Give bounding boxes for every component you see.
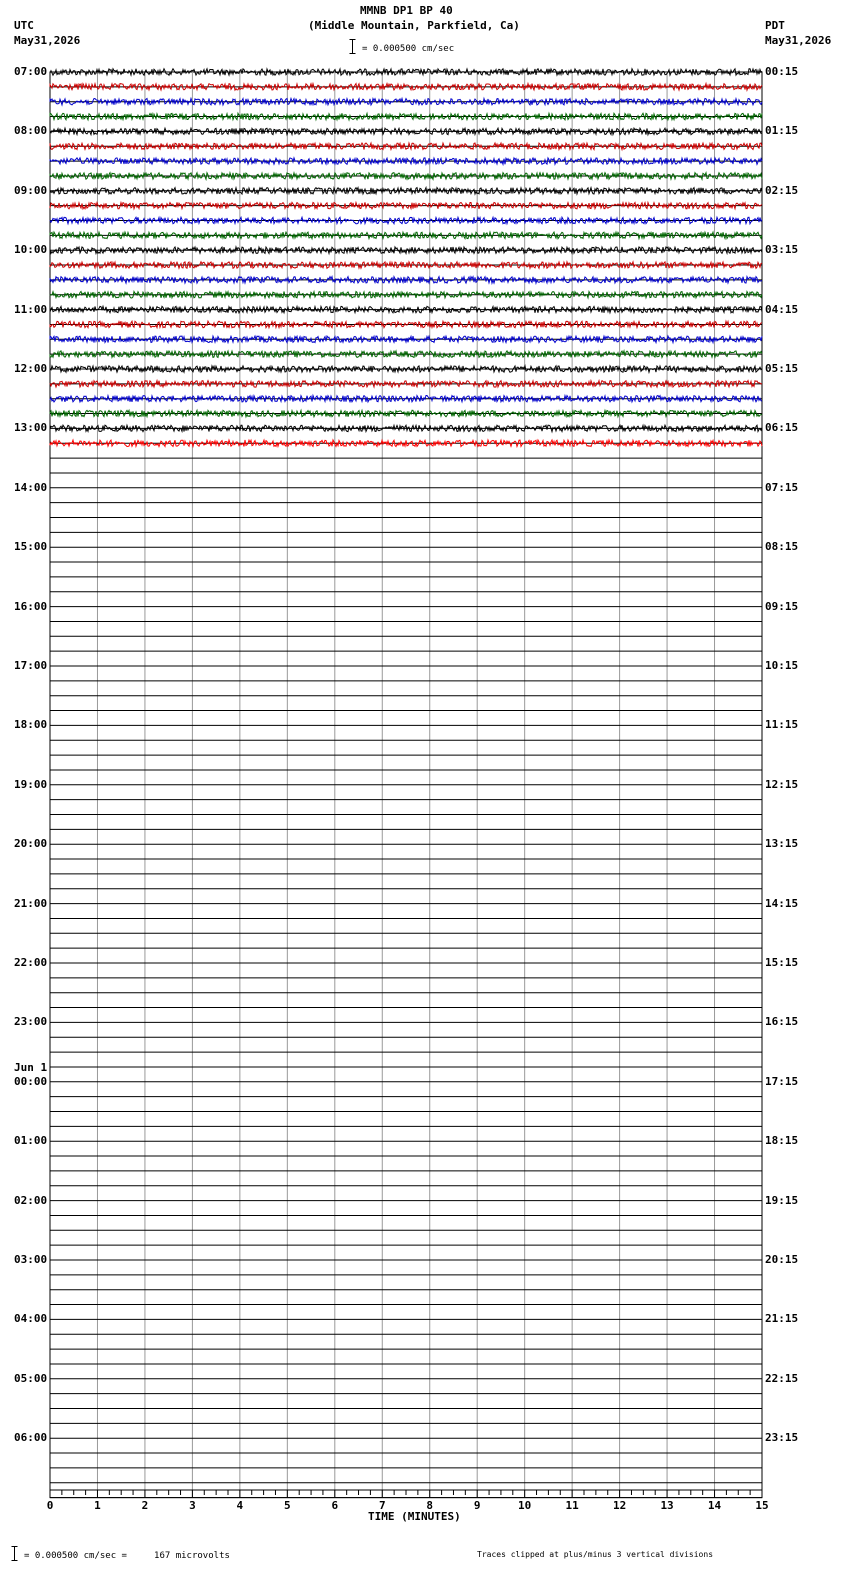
x-tick-label: 1 — [94, 1499, 101, 1512]
pdt-hour-label: 12:15 — [765, 777, 799, 791]
pdt-hour-label: 22:15 — [765, 1371, 799, 1385]
x-tick-label: 11 — [565, 1499, 579, 1512]
utc-hour-label: 21:00 — [14, 896, 48, 910]
seismic-trace — [50, 232, 762, 239]
utc-hour-label: 18:00 — [14, 718, 48, 732]
utc-hour-label: 07:00 — [14, 65, 48, 78]
utc-hour-label: 01:00 — [14, 1134, 48, 1148]
utc-hour-label: 17:00 — [14, 659, 48, 672]
utc-hour-label: 22:00 — [14, 956, 48, 969]
utc-hour-label: 14:00 — [14, 480, 48, 494]
x-tick-label: 13 — [660, 1499, 674, 1512]
utc-hour-label: 02:00 — [14, 1193, 48, 1207]
x-tick-label: 0 — [46, 1499, 54, 1512]
utc-hour-label: 00:00 — [14, 1074, 48, 1088]
pdt-hour-label: 03:15 — [765, 243, 799, 257]
right-timezone: PDT — [765, 19, 785, 32]
footer-clip-note: Traces clipped at plus/minus 3 vertical divisions — [477, 1550, 714, 1559]
pdt-hour-label: 20:15 — [765, 1253, 799, 1266]
utc-hour-label: 16:00 — [14, 599, 48, 613]
utc-hour-label: 06:00 — [14, 1431, 48, 1445]
x-tick-label: 8 — [426, 1499, 434, 1512]
pdt-hour-label: 05:15 — [765, 362, 799, 375]
x-tick-label: 4 — [236, 1499, 244, 1512]
utc-hour-label: 09:00 — [14, 183, 48, 197]
pdt-hour-label: 23:15 — [765, 1431, 799, 1445]
plot-grid — [50, 72, 762, 1498]
pdt-hour-label: 21:15 — [765, 1312, 799, 1326]
scale-label: = 0.000500 cm/sec — [362, 44, 455, 54]
pdt-hour-label: 00:15 — [765, 65, 799, 78]
utc-hour-label: 03:00 — [14, 1253, 48, 1266]
chart-subtitle: (Middle Mountain, Parkfield, Ca) — [308, 19, 520, 32]
date-change-label: Jun 1 — [14, 1061, 48, 1074]
utc-hour-label: 08:00 — [14, 124, 48, 138]
left-timezone: UTC — [14, 19, 34, 32]
pdt-hour-label: 10:15 — [765, 659, 799, 672]
pdt-hour-label: 04:15 — [765, 302, 799, 316]
x-tick-label: 5 — [284, 1499, 291, 1512]
x-tick-label: 9 — [473, 1499, 481, 1512]
utc-hour-label: 23:00 — [14, 1015, 48, 1029]
x-tick-label: 14 — [707, 1499, 722, 1512]
utc-hour-label: 05:00 — [14, 1371, 48, 1385]
utc-hour-label: 10:00 — [14, 243, 48, 257]
seismic-trace — [50, 396, 762, 402]
pdt-hour-label: 09:15 — [765, 599, 799, 613]
pdt-hour-label: 17:15 — [765, 1074, 799, 1088]
pdt-hour-label: 16:15 — [765, 1015, 799, 1029]
pdt-hour-label: 01:15 — [765, 124, 799, 138]
left-date: May31,2026 — [14, 34, 81, 47]
seismic-trace — [50, 202, 762, 209]
seismic-trace — [50, 158, 762, 164]
pdt-hour-label: 07:15 — [765, 480, 799, 494]
pdt-hour-label: 02:15 — [765, 183, 799, 197]
x-tick-label: 2 — [141, 1499, 149, 1512]
utc-hour-label: 13:00 — [14, 421, 48, 435]
pdt-hour-label: 15:15 — [765, 956, 799, 969]
chart-title: MMNB DP1 BP 40 — [360, 4, 453, 17]
utc-hour-label: 11:00 — [14, 302, 48, 316]
footer-scale-note: = 0.000500 cm/sec = 167 microvolts — [24, 1551, 230, 1561]
x-tick-label: 6 — [331, 1499, 339, 1512]
x-tick-label: 12 — [612, 1499, 627, 1512]
pdt-hour-label: 11:15 — [765, 718, 799, 732]
pdt-hour-label: 08:15 — [765, 540, 799, 554]
utc-hour-label: 04:00 — [14, 1312, 48, 1326]
x-tick-label: 15 — [755, 1499, 769, 1512]
x-tick-label: 7 — [378, 1499, 386, 1512]
seismic-trace — [50, 351, 762, 358]
time-axis — [47, 1490, 769, 1512]
utc-hour-label: 20:00 — [14, 837, 48, 851]
x-tick-label: 3 — [189, 1499, 196, 1512]
x-axis-label: TIME (MINUTES) — [368, 1510, 461, 1523]
right-date: May31,2026 — [765, 34, 832, 47]
footer-scale-icon — [11, 1546, 18, 1562]
utc-hour-label: 19:00 — [14, 777, 48, 791]
pdt-hour-label: 18:15 — [765, 1134, 799, 1148]
seismic-trace — [50, 128, 762, 134]
trace-group — [50, 69, 762, 447]
pdt-hour-label: 19:15 — [765, 1193, 799, 1207]
pdt-hour-label: 14:15 — [765, 896, 799, 910]
x-tick-label: 10 — [518, 1499, 532, 1512]
utc-hour-label: 15:00 — [14, 540, 48, 554]
pdt-hour-label: 06:15 — [765, 421, 799, 435]
pdt-hour-label: 13:15 — [765, 837, 799, 851]
utc-hour-label: 12:00 — [14, 362, 48, 375]
